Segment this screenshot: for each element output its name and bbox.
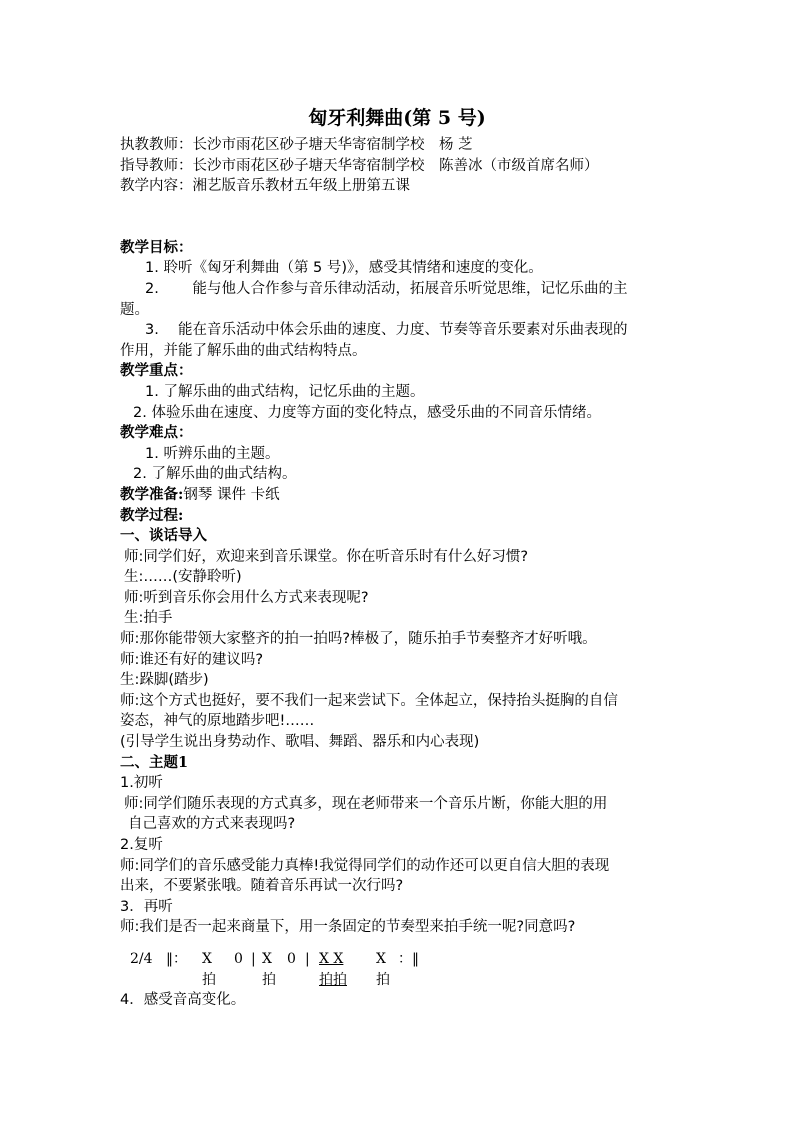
rest: 0: [287, 951, 296, 967]
objective-item-cont: 题。: [120, 301, 149, 318]
dialogue-line: 师:听到音乐你会用什么方式来表现呢?: [124, 589, 369, 606]
objective-item: 1. 聆听《匈牙利舞曲（第 5 号)》，感受其情绪和速度的变化。: [145, 260, 543, 277]
time-signature: 2/4: [130, 951, 153, 967]
document-body: [120, 135, 680, 938]
dialogue-line: 出来，不要紧张哦。随着音乐再试一次行吗?: [120, 878, 404, 895]
preparation-text: 钢琴 课件 卡纸: [183, 486, 280, 503]
repeat-end: ：‖: [398, 951, 419, 967]
barline: |: [251, 951, 256, 967]
objective-item: 3. 能在音乐活动中体会乐曲的速度、力度、节奏等音乐要素对乐曲表现的: [145, 322, 628, 339]
dialogue-line: 师:我们是否一起来商量下，用一条固定的节奏型来拍手统一呢?同意吗?: [120, 919, 576, 936]
objectives-heading: 教学目标：: [120, 238, 193, 256]
dialogue-line: 生:跺脚(踏步): [120, 672, 209, 689]
dialogue-line: 自己喜欢的方式来表现吗?: [128, 816, 296, 833]
process-heading: 教学过程:: [120, 506, 184, 524]
dialogue-line: 姿态，神气的原地踏步吧!……: [120, 713, 315, 730]
header-advisor: 指导教师：长沙市雨花区砂子塘天华寄宿制学校 陈善冰（市级首席名师）: [120, 157, 599, 174]
preparation-heading: 教学准备:: [120, 485, 184, 503]
section1-heading: 一、谈话导入: [120, 527, 207, 545]
dialogue-line: 师:那你能带领大家整齐的拍一拍吗?棒极了，随乐拍手节奏整齐才好听哦。: [120, 631, 597, 648]
step-line: 1.初听: [120, 775, 163, 792]
eighth-notes: X X: [319, 951, 344, 967]
barline: |: [305, 951, 310, 967]
note: X: [376, 951, 386, 967]
difficulty-item: 1. 听辨乐曲的主题。: [145, 445, 280, 462]
objective-item: 2. 能与他人合作参与音乐律动活动，拓展音乐听觉思维，记忆乐曲的主: [145, 280, 628, 297]
repeat-start: ‖：: [166, 951, 187, 967]
lyric-clap: 拍: [262, 972, 276, 988]
spacer: [120, 197, 680, 238]
note: X: [202, 951, 212, 967]
dialogue-line: (引导学生说出身势动作、歌唱、舞蹈、器乐和内心表现): [120, 734, 480, 751]
key-points-heading: 教学重点：: [120, 362, 193, 380]
lyric-clap-clap: 拍拍: [319, 972, 347, 988]
note: X: [262, 951, 272, 967]
dialogue-line: 生:……(安静聆听): [124, 569, 242, 586]
header-content: 教学内容：湘艺版音乐教材五年级上册第五课: [120, 178, 410, 195]
header-teacher: 执教教师：长沙市雨花区砂子塘天华寄宿制学校 杨 芝: [120, 137, 473, 153]
preparation-line: [120, 485, 680, 506]
step-line: 3．再听: [120, 898, 173, 915]
dialogue-line: 师:这个方式也挺好，要不我们一起来尝试下。全体起立，保持抬头挺胸的自信: [120, 692, 618, 709]
difficulties-heading: 教学难点：: [120, 424, 193, 442]
document-title: 匈牙利舞曲(第 5 号): [308, 107, 486, 129]
dialogue-line: 生:拍手: [124, 610, 173, 627]
step-line: 4．感受音高变化。: [120, 992, 246, 1008]
lyric-clap: 拍: [376, 972, 390, 988]
difficulty-item: 2. 了解乐曲的曲式结构。: [133, 466, 297, 483]
lyric-clap: 拍: [202, 972, 216, 988]
section2-heading: 二、主题1: [120, 753, 189, 771]
dialogue-line: 师:同学们好，欢迎来到音乐课堂。你在听音乐时有什么好习惯?: [124, 548, 529, 565]
dialogue-line: 师:同学们的音乐感受能力真棒!我觉得同学们的动作还可以更自信大胆的表现: [120, 857, 610, 874]
key-point-item: 1. 了解乐曲的曲式结构，记忆乐曲的主题。: [145, 383, 425, 400]
step-line: 2.复听: [120, 837, 163, 853]
dialogue-line: 师:谁还有好的建议吗?: [120, 651, 264, 668]
key-point-item: 2. 体验乐曲在速度、力度等方面的变化特点，感受乐曲的不同音乐情绪。: [133, 404, 601, 421]
dialogue-line: 师:同学们随乐表现的方式真多，现在老师带来一个音乐片断，你能大胆的用: [124, 795, 608, 812]
objective-item-cont: 作用，并能了解乐曲的曲式结构特点。: [120, 342, 367, 359]
rest: 0: [234, 951, 243, 967]
